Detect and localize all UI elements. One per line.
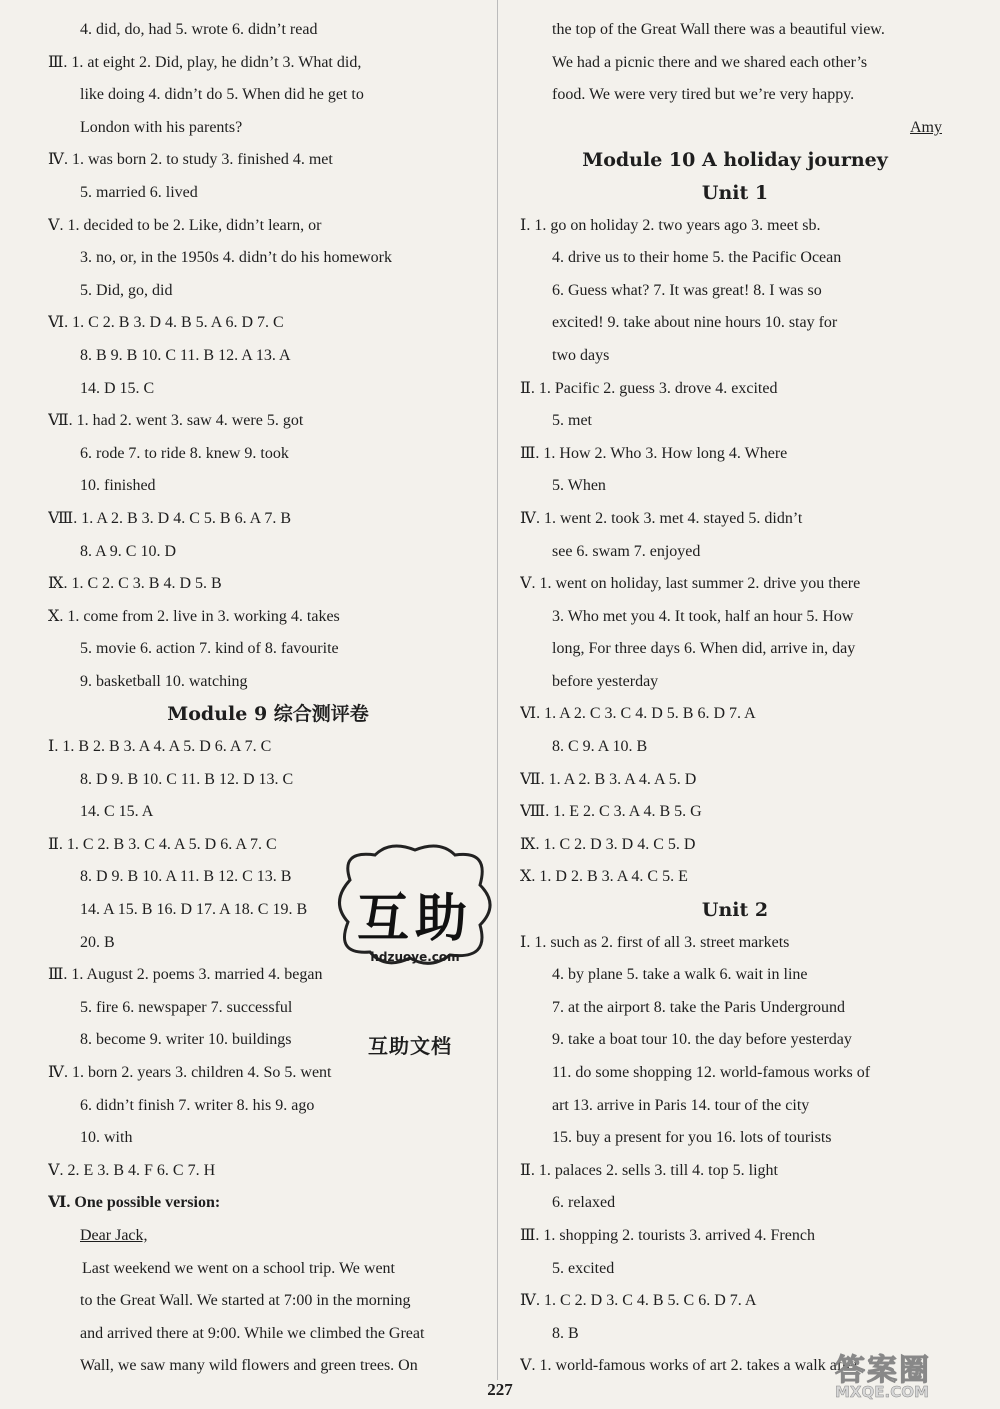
answer-line: Ⅰ. 1. B 2. B 3. A 4. A 5. D 6. A 7. C (48, 738, 272, 756)
answer-line: 6. didn’t finish 7. writer 8. his 9. ago (80, 1096, 315, 1114)
answer-line: Ⅱ. 1. C 2. B 3. C 4. A 5. D 6. A 7. C (48, 835, 277, 853)
mxqe-watermark (835, 1345, 995, 1405)
answer-line: Ⅲ. 1. August 2. poems 3. married 4. began (48, 966, 323, 984)
answer-line: Ⅴ. 1. went on holiday, last summer 2. drive you there (520, 575, 861, 593)
answer-line: 6. relaxed (552, 1194, 616, 1212)
answer-line: 6. Guess what? 7. It was great! 8. I was so (552, 281, 822, 299)
answer-line: Ⅳ. 1. was born 2. to study 3. finished 4. met (48, 151, 333, 169)
section-heading: Module 9 综合测评卷 (167, 703, 369, 726)
answer-line: 5. movie 6. action 7. kind of 8. favourite (80, 640, 339, 658)
answer-line: Ⅴ. 2. E 3. B 4. F 6. C 7. H (48, 1161, 216, 1179)
answer-line: Ⅲ. 1. at eight 2. Did, play, he didn’t 3. What did, (48, 53, 362, 71)
watermark-url: MXQE.COM (835, 1383, 929, 1401)
answer-line: Ⅲ. 1. shopping 2. tourists 3. arrived 4. French (520, 1226, 815, 1244)
answer-line: 10. with (80, 1129, 133, 1147)
answer-line: Ⅱ. 1. Pacific 2. guess 3. drove 4. excited (520, 379, 778, 397)
answer-line: 3. no, or, in the 1950s 4. didn’t do his homework (80, 249, 392, 267)
answer-line: 8. B 9. B 10. C 11. B 12. A 13. A (80, 346, 291, 364)
answer-line: Ⅶ. 1. had 2. went 3. saw 4. were 5. got (48, 412, 304, 430)
answer-line: and arrived there at 9:00. While we climbed the Great (80, 1324, 425, 1342)
answer-line: Ⅰ. 1. go on holiday 2. two years ago 3. meet sb. (520, 216, 821, 234)
answer-line: 14. A 15. B 16. D 17. A 18. C 19. B (80, 901, 308, 919)
answer-line: 15. buy a present for you 16. lots of tourists (552, 1129, 832, 1147)
answer-line: 10. finished (80, 477, 156, 495)
answer-line: two days (552, 346, 610, 364)
answer-line: 8. A 9. C 10. D (80, 542, 177, 560)
answer-line: 3. Who met you 4. It took, half an hour 5. How (552, 607, 854, 625)
answer-line: 5. met (552, 412, 592, 430)
answer-line: Wall, we saw many wild flowers and green trees. On (80, 1357, 418, 1375)
answer-line: 4. by plane 5. take a walk 6. wait in line (552, 966, 808, 984)
answer-line: Ⅵ. 1. C 2. B 3. D 4. B 5. A 6. D 7. C (48, 314, 284, 332)
answer-line: food. We were very tired but we’re very happy. (552, 86, 855, 104)
answer-line: 5. fire 6. newspaper 7. successful (80, 998, 293, 1016)
answer-line: long, For three days 6. When did, arrive in, day (552, 640, 856, 658)
answer-line: before yesterday (552, 672, 659, 690)
answer-line: We had a picnic there and we shared each other’s (552, 53, 868, 71)
answer-line: 14. C 15. A (80, 803, 154, 821)
answer-line: 5. married 6. lived (80, 183, 198, 201)
answer-line: like doing 4. didn’t do 5. When did he get to (80, 86, 364, 104)
answer-line: 5. Did, go, did (80, 281, 173, 299)
section-heading: Module 10 A holiday journey (582, 149, 888, 172)
answer-line: the top of the Great Wall there was a beautiful view. (552, 21, 885, 38)
answer-line: 20. B (80, 933, 115, 951)
answer-line: 4. drive us to their home 5. the Pacific Ocean (552, 249, 842, 267)
answer-line: 8. C 9. A 10. B (552, 738, 648, 756)
stamp-text: 互助 (356, 889, 473, 949)
answer-line: Ⅶ. 1. A 2. B 3. A 4. A 5. D (520, 770, 697, 788)
answer-line: Dear Jack, (80, 1226, 148, 1244)
answer-line: 8. become 9. writer 10. buildings (80, 1031, 292, 1049)
answer-line: 8. D 9. B 10. C 11. B 12. D 13. C (80, 770, 294, 788)
answer-line: Ⅱ. 1. palaces 2. sells 3. till 4. top 5. light (520, 1161, 778, 1179)
answer-line: 5. excited (552, 1259, 615, 1277)
answer-line: 4. did, do, had 5. wrote 6. didn’t read (80, 21, 318, 38)
answer-line: art 13. arrive in Paris 14. tour of the city (552, 1096, 810, 1114)
answer-line: 9. basketball 10. watching (80, 672, 248, 690)
answer-line: Ⅳ. 1. went 2. took 3. met 4. stayed 5. didn’t (520, 509, 803, 527)
hdzuoye-stamp-logo (330, 840, 500, 980)
answer-line: Ⅸ. 1. C 2. D 3. D 4. C 5. D (520, 835, 696, 853)
answer-line: Last weekend we went on a school trip. We went (82, 1259, 395, 1277)
stamp-caption: 互助文档 (368, 1034, 452, 1058)
answer-line: Ⅷ. 1. A 2. B 3. D 4. C 5. B 6. A 7. B (48, 509, 292, 527)
answer-line: see 6. swam 7. enjoyed (552, 542, 701, 560)
answer-line: Ⅴ. 1. world-famous works of art 2. takes a walk after (520, 1357, 860, 1375)
stamp-url: hdzuoye.com (370, 950, 460, 964)
answer-line: excited! 9. take about nine hours 10. stay for (552, 314, 838, 332)
section-heading: Unit 1 (701, 181, 769, 204)
answer-line: 7. at the airport 8. take the Paris Underground (552, 998, 845, 1016)
answer-line: Ⅹ. 1. D 2. B 3. A 4. C 5. E (520, 868, 688, 886)
answer-line: 5. When (552, 477, 606, 495)
answer-line: Ⅰ. 1. such as 2. first of all 3. street markets (520, 933, 790, 951)
answer-line: to the Great Wall. We started at 7:00 in the morning (80, 1292, 411, 1310)
answer-line: 11. do some shopping 12. world-famous works of (552, 1064, 871, 1081)
right-column (520, 14, 950, 1383)
page-number: 227 (487, 1380, 513, 1399)
answer-line: Ⅵ. One possible version: (48, 1194, 221, 1212)
answer-line: 6. rode 7. to ride 8. knew 9. took (80, 444, 289, 462)
left-column (48, 14, 488, 1383)
answer-line: 14. D 15. C (80, 379, 155, 397)
section-heading: Unit 2 (701, 899, 769, 922)
answer-line: Amy (910, 118, 942, 136)
answer-line: Ⅳ. 1. C 2. D 3. C 4. B 5. C 6. D 7. A (520, 1292, 757, 1310)
answer-line: Ⅴ. 1. decided to be 2. Like, didn’t learn, or (48, 216, 322, 234)
answer-line: Ⅳ. 1. born 2. years 3. children 4. So 5. went (48, 1064, 332, 1081)
answer-line: 9. take a boat tour 10. the day before yesterday (552, 1031, 852, 1049)
answer-line: Ⅷ. 1. E 2. C 3. A 4. B 5. G (520, 803, 702, 821)
answer-line: London with his parents? (80, 118, 243, 136)
answer-line: Ⅲ. 1. How 2. Who 3. How long 4. Where (520, 444, 788, 462)
answer-line: 8. D 9. B 10. A 11. B 12. C 13. B (80, 868, 292, 886)
answer-line: Ⅹ. 1. come from 2. live in 3. working 4. takes (48, 607, 340, 625)
answer-line: 8. B (552, 1324, 579, 1342)
watermark-brand: 答案圈 (835, 1353, 931, 1388)
column-divider (497, 0, 498, 1380)
answer-line: Ⅸ. 1. C 2. C 3. B 4. D 5. B (48, 575, 222, 593)
answer-line: Ⅵ. 1. A 2. C 3. C 4. D 5. B 6. D 7. A (520, 705, 756, 723)
